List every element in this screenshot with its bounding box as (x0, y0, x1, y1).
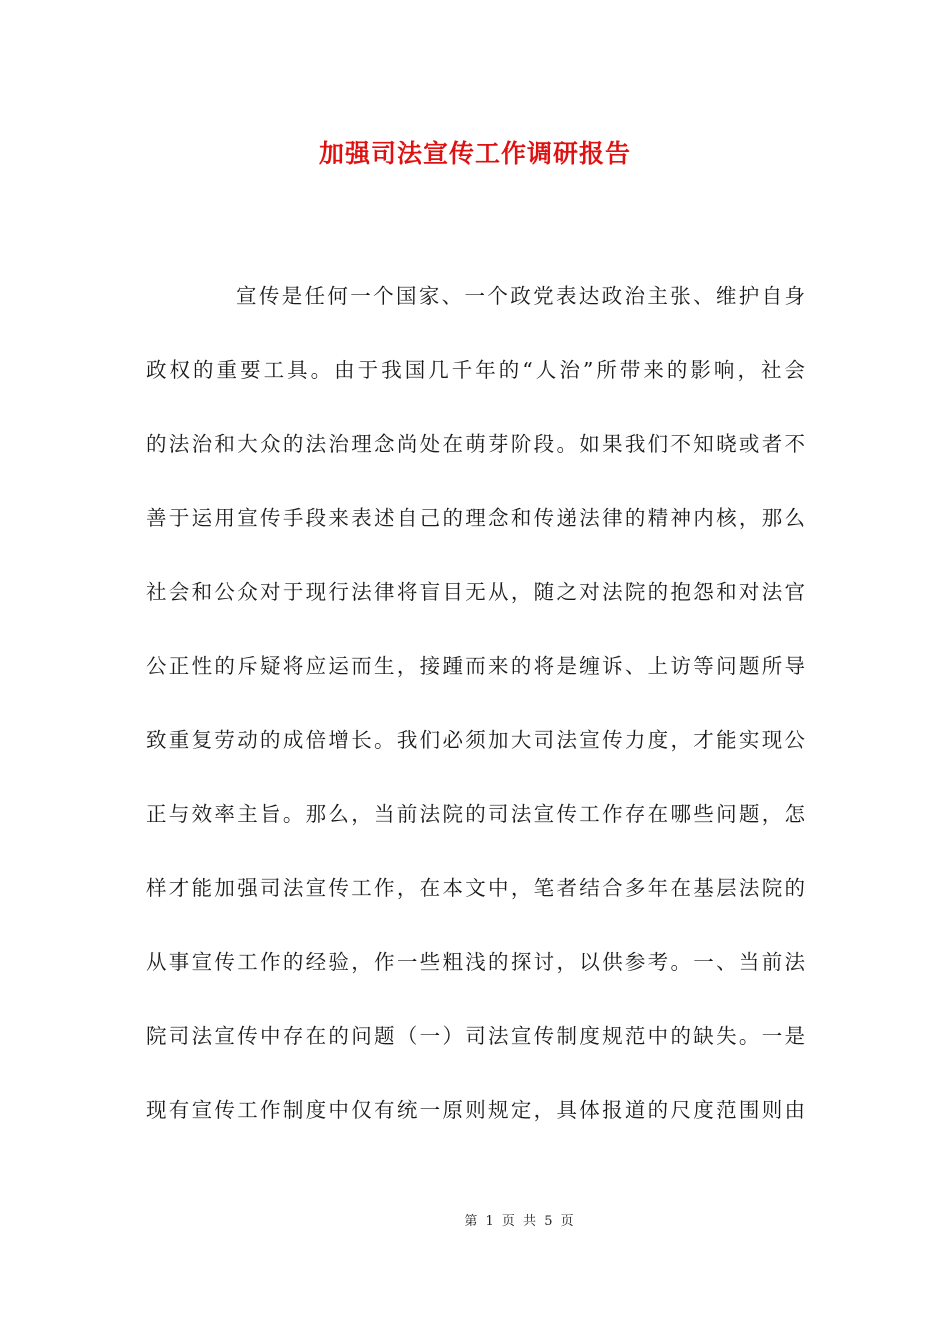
body-line-3: 的法治和大众的法治理念尚处在萌芽阶段。如果我们不知晓或者不 (146, 432, 805, 456)
body-line-10: 从事宣传工作的经验，作一些粗浅的探讨，以供参考。一、当前法 (146, 950, 805, 974)
body-line-12: 现有宣传工作制度中仅有统一原则规定，具体报道的尺度范围则由 (146, 1098, 805, 1122)
body-line-2: 政权的重要工具。由于我国几千年的“人治”所带来的影响，社会 (146, 358, 805, 382)
body-line-11: 院司法宣传中存在的问题（一）司法宣传制度规范中的缺失。一是 (146, 1024, 805, 1048)
body-line-9: 样才能加强司法宣传工作，在本文中，笔者结合多年在基层法院的 (146, 876, 805, 900)
body-line-4: 善于运用宣传手段来表述自己的理念和传递法律的精神内核，那么 (146, 506, 805, 530)
body-paragraph (146, 282, 805, 1170)
body-line-8: 正与效率主旨。那么，当前法院的司法宣传工作存在哪些问题，怎 (146, 802, 805, 826)
body-line-6: 公正性的斥疑将应运而生，接踵而来的将是缠诉、上访等问题所导 (146, 654, 805, 678)
page-footer: 第 1 页 共 5 页 (464, 1214, 576, 1229)
body-line-5: 社会和公众对于现行法律将盲目无从，随之对法院的抱怨和对法官 (146, 580, 805, 604)
document-title: 加强司法宣传工作调研报告 (318, 139, 631, 168)
body-line-7: 致重复劳动的成倍增长。我们必须加大司法宣传力度，才能实现公 (146, 728, 805, 752)
body-line-1: 宣传是任何一个国家、一个政党表达政治主张、维护自身 (236, 284, 805, 308)
